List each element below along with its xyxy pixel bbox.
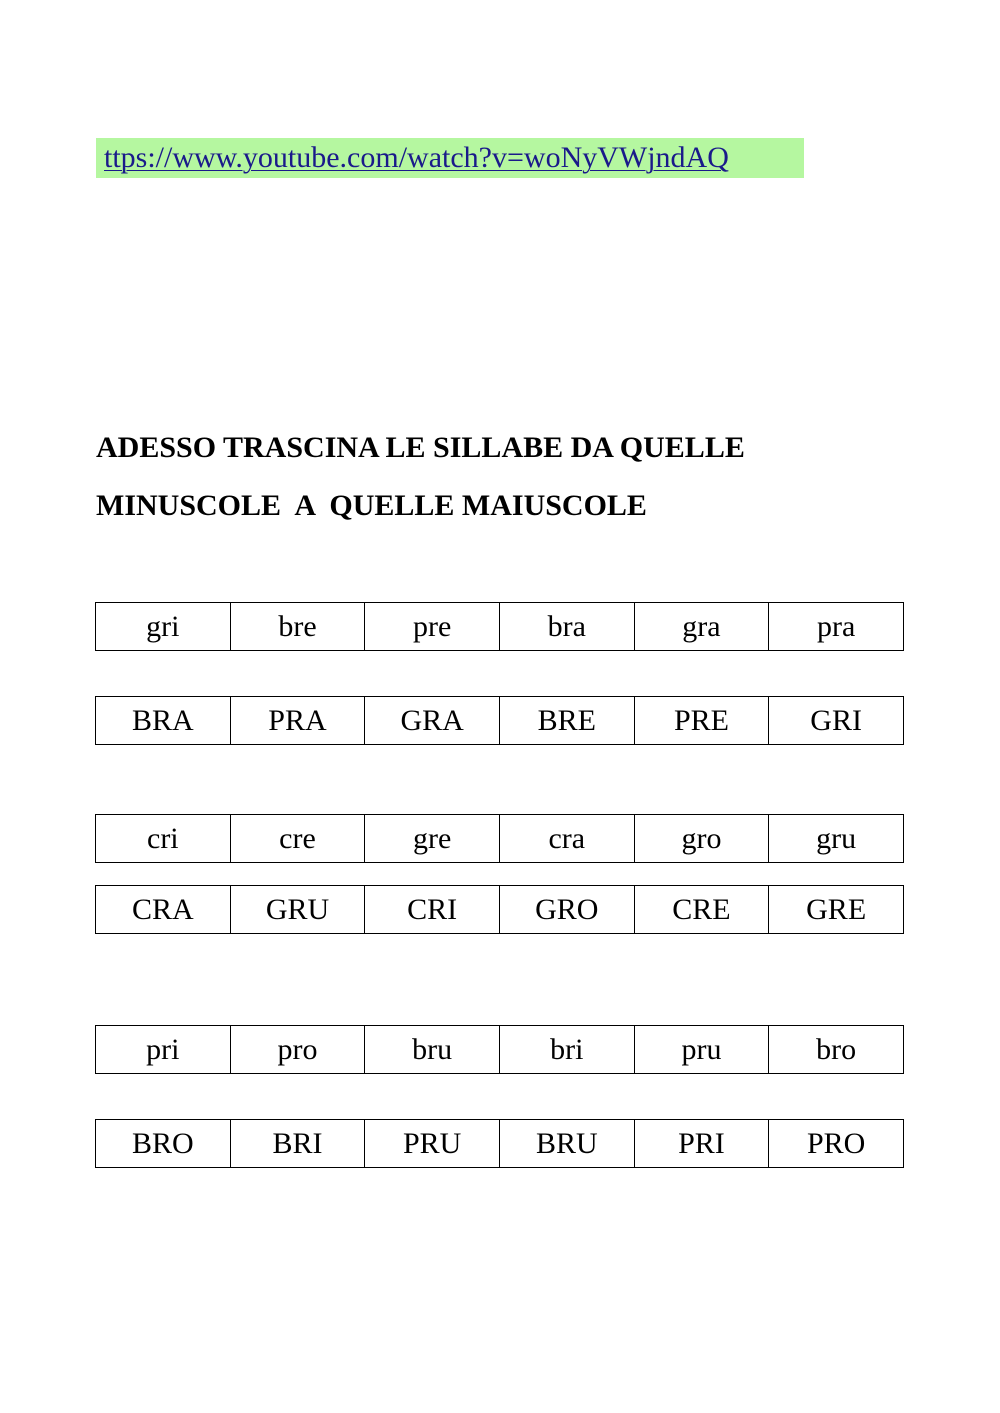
syllable-cell[interactable]: pra [769, 603, 904, 651]
syllable-drop-cell[interactable]: BRO [96, 1120, 231, 1168]
instruction-line-1: ADESSO TRASCINA LE SILLABE DA QUELLE [96, 431, 745, 464]
syllable-cell[interactable]: pre [365, 603, 500, 651]
instruction-line-2: MINUSCOLE A QUELLE MAIUSCOLE [96, 489, 647, 522]
syllable-drop-cell[interactable]: PRU [365, 1120, 500, 1168]
syllable-cell[interactable]: gra [634, 603, 769, 651]
syllable-drop-cell[interactable]: PRA [230, 697, 365, 745]
syllable-drop-cell[interactable]: BRI [230, 1120, 365, 1168]
syllable-drop-cell[interactable]: CRA [96, 886, 231, 934]
syllable-cell[interactable]: cre [230, 815, 365, 863]
syllable-cell[interactable]: bre [230, 603, 365, 651]
syllable-cell[interactable]: pri [96, 1026, 231, 1074]
syllable-cell[interactable]: cri [96, 815, 231, 863]
syllable-cell[interactable]: gri [96, 603, 231, 651]
syllable-cell[interactable]: gru [769, 815, 904, 863]
syllable-drop-cell[interactable]: GRI [769, 697, 904, 745]
syllable-cell[interactable]: pru [634, 1026, 769, 1074]
syllable-row-uppercase-2 [95, 885, 904, 934]
syllable-drop-cell[interactable]: BRA [96, 697, 231, 745]
syllable-cell[interactable]: gro [634, 815, 769, 863]
syllable-row-uppercase-1 [95, 696, 904, 745]
syllable-drop-cell[interactable]: GRU [230, 886, 365, 934]
syllable-drop-cell[interactable]: CRE [634, 886, 769, 934]
syllable-cell[interactable]: bri [499, 1026, 634, 1074]
syllable-cell[interactable]: cra [499, 815, 634, 863]
syllable-row-lowercase-3 [95, 1025, 904, 1074]
syllable-row-uppercase-3 [95, 1119, 904, 1168]
syllable-drop-cell[interactable]: BRE [499, 697, 634, 745]
syllable-drop-cell[interactable]: CRI [365, 886, 500, 934]
syllable-drop-cell[interactable]: GRO [499, 886, 634, 934]
syllable-drop-cell[interactable]: GRA [365, 697, 500, 745]
syllable-cell[interactable]: bra [499, 603, 634, 651]
syllable-drop-cell[interactable]: PRO [769, 1120, 904, 1168]
youtube-link[interactable]: ttps://www.youtube.com/watch?v=woNyVWjndAQ [96, 138, 804, 178]
syllable-drop-cell[interactable]: GRE [769, 886, 904, 934]
syllable-cell[interactable]: gre [365, 815, 500, 863]
syllable-row-lowercase-1 [95, 602, 904, 651]
syllable-drop-cell[interactable]: PRI [634, 1120, 769, 1168]
syllable-row-lowercase-2 [95, 814, 904, 863]
syllable-drop-cell[interactable]: PRE [634, 697, 769, 745]
syllable-cell[interactable]: pro [230, 1026, 365, 1074]
syllable-cell[interactable]: bru [365, 1026, 500, 1074]
syllable-cell[interactable]: bro [769, 1026, 904, 1074]
syllable-drop-cell[interactable]: BRU [499, 1120, 634, 1168]
